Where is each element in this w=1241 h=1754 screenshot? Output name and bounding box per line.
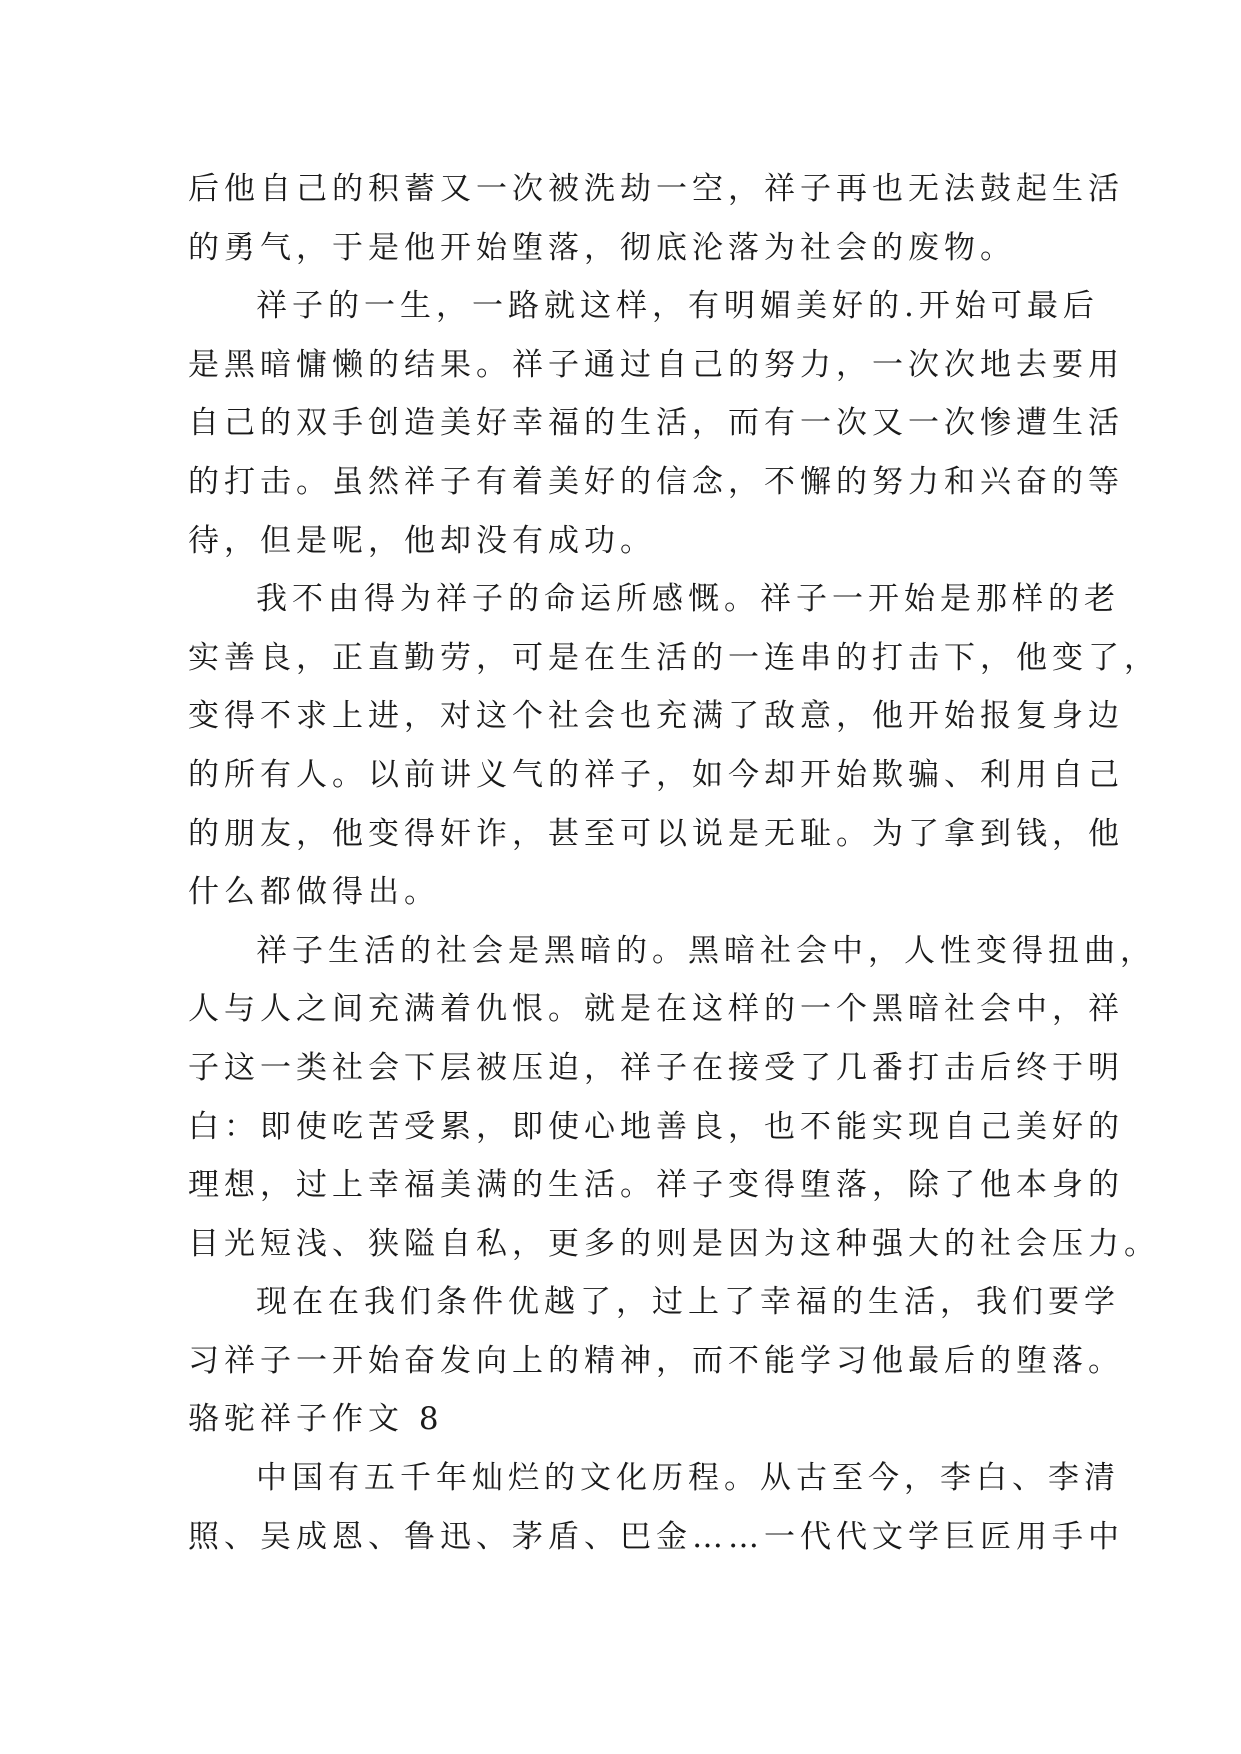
paragraph-start-line: 现在在我们条件优越了，过上了幸福的生活，我们要学 [256,1284,1120,1321]
text-line: 照、吴成恩、鲁迅、茅盾、巴金……一代代文学巨匠用手中 [188,1518,1124,1555]
text-line: 理想，过上幸福美满的生活。祥子变得堕落，除了他本身的 [188,1167,1124,1204]
document-body [188,160,1160,1566]
text-line: 的打击。虽然祥子有着美好的信念，不懈的努力和兴奋的等 [188,463,1124,500]
text-line: 的所有人。以前讲义气的祥子，如今却开始欺骗、利用自己 [188,756,1124,793]
text-line: 待，但是呢，他却没有成功。 [188,522,656,559]
text-line: 的朋友，他变得奸诈，甚至可以说是无耻。为了拿到钱，他 [188,815,1124,852]
text-line: 实善良，正直勤劳，可是在生活的一连串的打击下，他变了， [188,639,1160,676]
text-line: 后他自己的积蓄又一次被洗劫一空，祥子再也无法鼓起生活 [188,171,1124,207]
text-line: 目光短浅、狭隘自私，更多的则是因为这种强大的社会压力。 [188,1225,1160,1262]
section-heading: 骆驼祥子作文 8 [188,1401,444,1438]
paragraph-start-line: 中国有五千年灿烂的文化历程。从古至今，李白、李清 [256,1460,1120,1497]
text-line: 白：即使吃苦受累，即使心地善良，也不能实现自己美好的 [188,1108,1124,1145]
text-line: 变得不求上进，对这个社会也充满了敌意，他开始报复身边 [188,698,1124,735]
text-line: 自己的双手创造美好幸福的生活，而有一次又一次惨遭生活 [188,405,1124,442]
text-line: 人与人之间充满着仇恨。就是在这样的一个黑暗社会中，祥 [188,991,1124,1028]
text-line: 的勇气，于是他开始堕落，彻底沦落为社会的废物。 [188,229,1016,266]
text-line: 子这一类社会下层被压迫，祥子在接受了几番打击后终于明 [188,1049,1124,1086]
text-line: 习祥子一开始奋发向上的精神，而不能学习他最后的堕落。 [188,1342,1124,1379]
text-line: 是黑暗慵懒的结果。祥子通过自己的努力，一次次地去要用 [188,346,1124,383]
paragraph-start-line: 祥子生活的社会是黑暗的。黑暗社会中，人性变得扭曲， [256,932,1156,969]
paragraph-start-line: 祥子的一生，一路就这样，有明媚美好的.开始可最后 [256,288,1099,325]
text-line: 什么都做得出。 [188,874,440,911]
paragraph-start-line: 我不由得为祥子的命运所感慨。祥子一开始是那样的老 [256,581,1120,618]
